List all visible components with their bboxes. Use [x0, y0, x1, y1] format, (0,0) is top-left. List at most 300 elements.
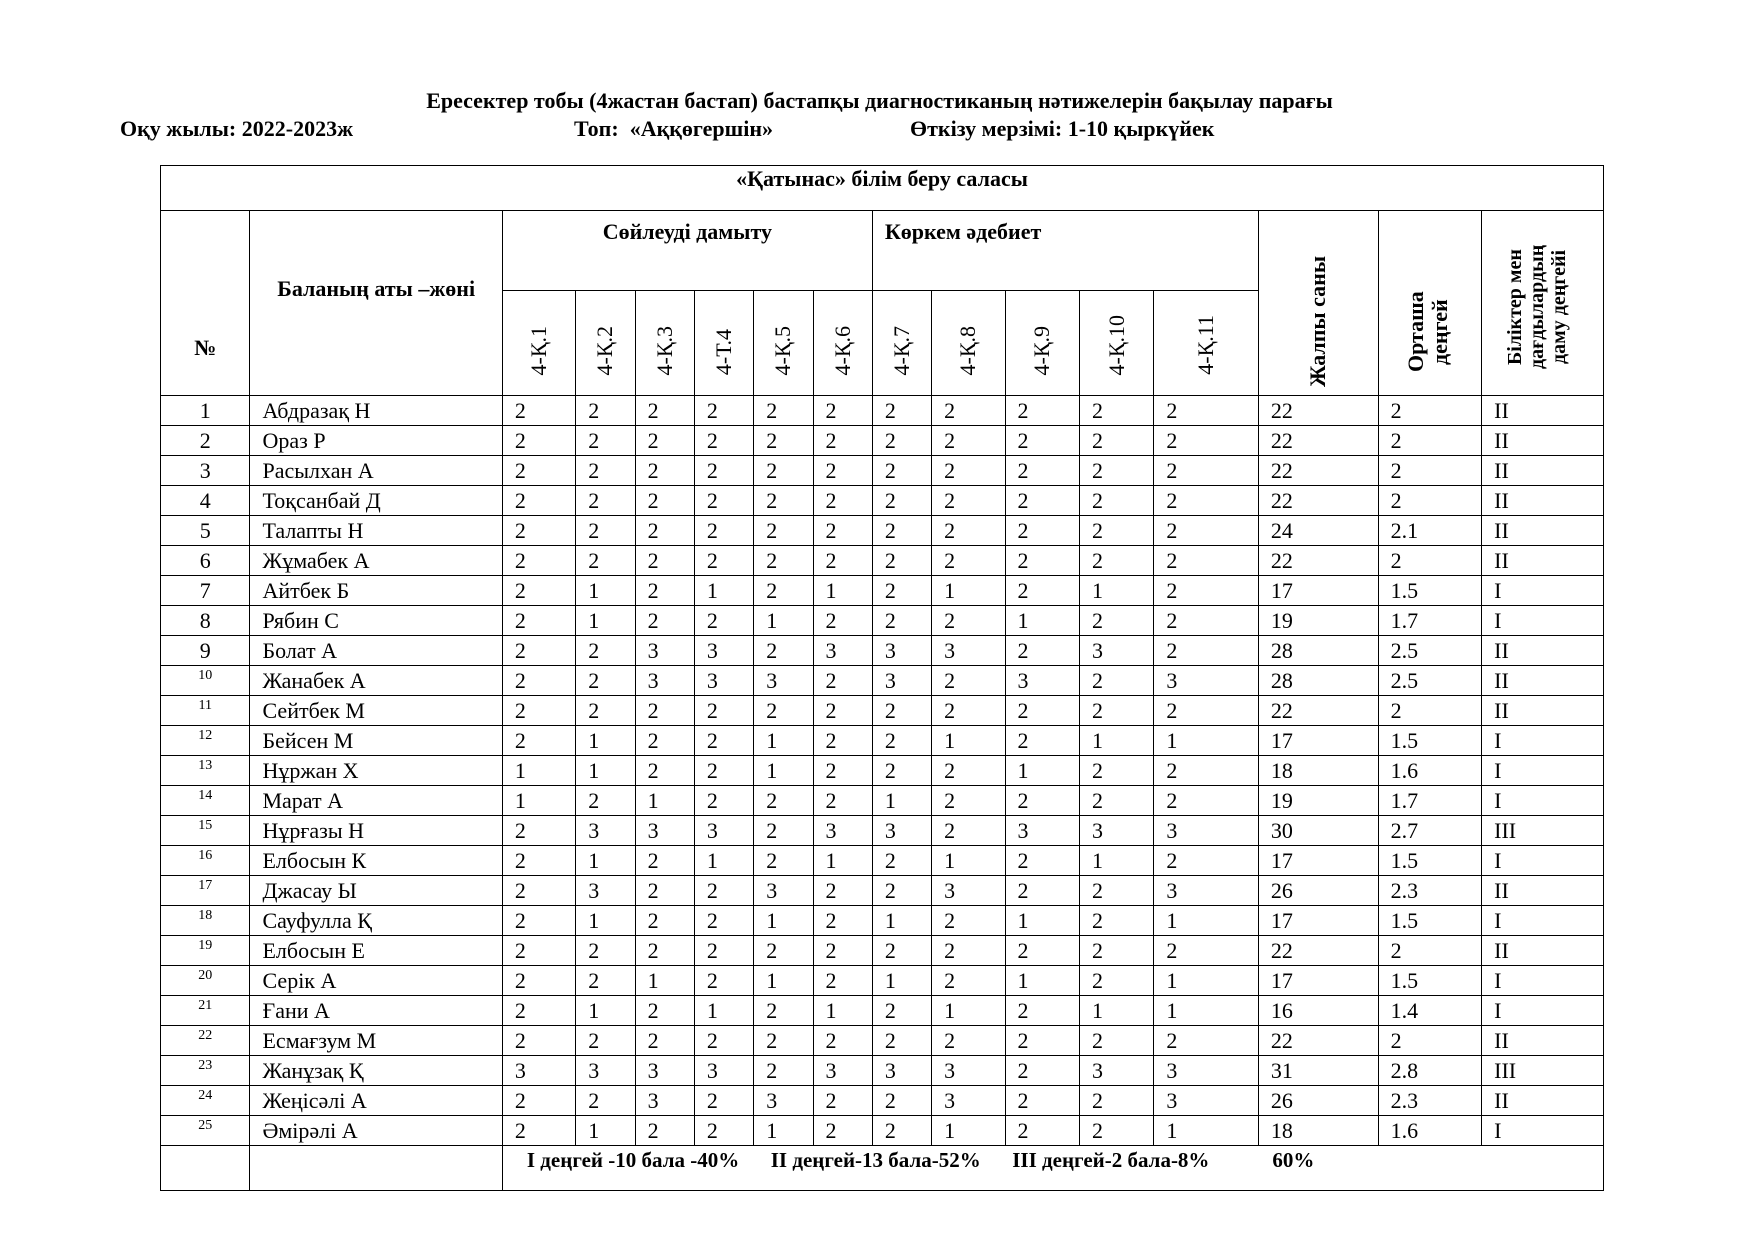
score-cell: 2	[635, 516, 694, 546]
score-cell: 2	[576, 1026, 635, 1056]
score-cell: 3	[694, 816, 753, 846]
score-cell: 2	[754, 1026, 813, 1056]
score-cell: 2	[872, 1116, 931, 1146]
score-cell: 2	[502, 1116, 575, 1146]
score-cell: 2	[1154, 786, 1259, 816]
score-cell: 3	[932, 636, 1005, 666]
table-row	[161, 576, 1604, 606]
score-cell: 1	[576, 996, 635, 1026]
table-row	[161, 606, 1604, 636]
total-cell: 18	[1258, 1116, 1378, 1146]
score-cell: 2	[1005, 1116, 1079, 1146]
score-cell: 2	[932, 786, 1005, 816]
score-cell: 1	[813, 846, 872, 876]
child-name: Болат А	[250, 636, 502, 666]
score-cell: 2	[813, 606, 872, 636]
score-cell: 2	[1079, 486, 1153, 516]
score-cell: 2	[1079, 906, 1153, 936]
score-cell: 2	[635, 396, 694, 426]
score-cell: 3	[576, 876, 635, 906]
table-row	[161, 696, 1604, 726]
score-cell: 2	[576, 426, 635, 456]
row-number: 16	[161, 846, 250, 876]
score-cell: 2	[872, 1086, 931, 1116]
score-cell: 2	[1005, 426, 1079, 456]
total-cell: 24	[1258, 516, 1378, 546]
score-cell: 2	[813, 906, 872, 936]
score-cell: 2	[502, 1026, 575, 1056]
level-cell: II	[1482, 936, 1604, 966]
level-cell: I	[1482, 726, 1604, 756]
score-cell: 3	[813, 636, 872, 666]
score-cell: 1	[1154, 726, 1259, 756]
level-cell: II	[1482, 636, 1604, 666]
table-row	[161, 846, 1604, 876]
score-cell: 3	[932, 876, 1005, 906]
score-cell: 2	[635, 576, 694, 606]
table-row	[161, 636, 1604, 666]
education-area-header: «Қатынас» білім беру саласы	[161, 166, 1604, 211]
child-name: Сауфулла Қ	[250, 906, 502, 936]
score-cell: 1	[1154, 966, 1259, 996]
average-cell: 2.7	[1378, 816, 1482, 846]
score-cell: 1	[1154, 906, 1259, 936]
score-cell: 2	[932, 816, 1005, 846]
score-cell: 3	[635, 1056, 694, 1086]
score-cell: 3	[694, 1056, 753, 1086]
score-cell: 1	[872, 966, 931, 996]
score-cell: 2	[813, 486, 872, 516]
score-cell: 2	[502, 906, 575, 936]
score-cell: 2	[635, 486, 694, 516]
row-number: 9	[161, 636, 250, 666]
table-row	[161, 786, 1604, 816]
score-cell: 2	[813, 1026, 872, 1056]
score-cell: 2	[1154, 756, 1259, 786]
score-cell: 1	[754, 756, 813, 786]
score-cell: 2	[1005, 786, 1079, 816]
score-cell: 2	[1154, 1026, 1259, 1056]
score-cell: 2	[1005, 636, 1079, 666]
score-cell: 2	[502, 996, 575, 1026]
score-cell: 1	[932, 576, 1005, 606]
score-cell: 1	[1079, 846, 1153, 876]
score-cell: 2	[1154, 636, 1259, 666]
score-cell: 3	[1079, 636, 1153, 666]
score-cell: 2	[576, 696, 635, 726]
level-cell: I	[1482, 576, 1604, 606]
skill-code-header: 4-Қ.2	[576, 291, 635, 396]
score-cell: 2	[1079, 966, 1153, 996]
score-cell: 2	[1005, 576, 1079, 606]
score-cell: 2	[754, 936, 813, 966]
table-row	[161, 876, 1604, 906]
skill-code-header: 4-Қ.3	[635, 291, 694, 396]
skill-code-header: 4-Т.4	[694, 291, 753, 396]
score-cell: 2	[635, 696, 694, 726]
score-cell: 2	[872, 606, 931, 636]
score-cell: 2	[694, 876, 753, 906]
row-number: 14	[161, 786, 250, 816]
score-cell: 3	[1154, 816, 1259, 846]
average-cell: 2	[1378, 546, 1482, 576]
score-cell: 1	[576, 906, 635, 936]
score-cell: 2	[502, 876, 575, 906]
score-cell: 2	[813, 786, 872, 816]
score-cell: 2	[1079, 756, 1153, 786]
score-cell: 2	[502, 966, 575, 996]
total-cell: 17	[1258, 846, 1378, 876]
row-number: 2	[161, 426, 250, 456]
average-cell: 2.8	[1378, 1056, 1482, 1086]
total-cell: 22	[1258, 426, 1378, 456]
child-name: Серік А	[250, 966, 502, 996]
score-cell: 2	[502, 486, 575, 516]
skill-level-column-header: Біліктер мен дағдылардың даму деңгейі	[1482, 211, 1604, 396]
score-cell: 2	[754, 696, 813, 726]
number-column-header: №	[161, 211, 250, 396]
score-cell: 2	[1079, 696, 1153, 726]
skill-code-header: 4-Қ.7	[872, 291, 931, 396]
score-cell: 2	[1005, 936, 1079, 966]
score-cell: 2	[635, 876, 694, 906]
score-cell: 2	[932, 966, 1005, 996]
row-number: 5	[161, 516, 250, 546]
table-row	[161, 756, 1604, 786]
score-cell: 2	[694, 546, 753, 576]
score-cell: 2	[1079, 516, 1153, 546]
score-cell: 2	[1005, 726, 1079, 756]
score-cell: 2	[872, 696, 931, 726]
score-cell: 1	[694, 846, 753, 876]
score-cell: 2	[694, 606, 753, 636]
child-name: Нұржан Х	[250, 756, 502, 786]
child-name: Абдразақ Н	[250, 396, 502, 426]
level-cell: II	[1482, 396, 1604, 426]
score-cell: 3	[1154, 1086, 1259, 1116]
table-row	[161, 1116, 1604, 1146]
score-cell: 2	[1079, 1026, 1153, 1056]
score-cell: 3	[1005, 816, 1079, 846]
score-cell: 2	[502, 576, 575, 606]
score-cell: 2	[872, 486, 931, 516]
level-cell: III	[1482, 1056, 1604, 1086]
score-cell: 2	[1154, 846, 1259, 876]
score-cell: 2	[635, 756, 694, 786]
score-cell: 2	[1154, 546, 1259, 576]
score-cell: 1	[576, 606, 635, 636]
score-cell: 2	[813, 396, 872, 426]
score-cell: 1	[576, 726, 635, 756]
score-cell: 2	[1079, 456, 1153, 486]
level-cell: II	[1482, 876, 1604, 906]
average-cell: 2.3	[1378, 876, 1482, 906]
total-cell: 31	[1258, 1056, 1378, 1086]
score-cell: 2	[813, 546, 872, 576]
score-cell: 2	[813, 966, 872, 996]
score-cell: 2	[1079, 786, 1153, 816]
score-cell: 2	[813, 426, 872, 456]
score-cell: 2	[813, 666, 872, 696]
score-cell: 2	[932, 606, 1005, 636]
child-name: Сейтбек М	[250, 696, 502, 726]
child-name: Елбосын К	[250, 846, 502, 876]
score-cell: 2	[754, 846, 813, 876]
score-cell: 1	[1079, 576, 1153, 606]
score-cell: 2	[754, 786, 813, 816]
score-cell: 3	[1079, 1056, 1153, 1086]
table-row	[161, 936, 1604, 966]
table-row	[161, 426, 1604, 456]
table-row	[161, 546, 1604, 576]
score-cell: 2	[932, 486, 1005, 516]
total-cell: 22	[1258, 696, 1378, 726]
score-cell: 1	[1005, 756, 1079, 786]
average-cell: 2.5	[1378, 666, 1482, 696]
score-cell: 2	[576, 396, 635, 426]
child-name: Ғани А	[250, 996, 502, 1026]
score-cell: 2	[576, 666, 635, 696]
score-cell: 2	[694, 936, 753, 966]
score-cell: 2	[754, 1056, 813, 1086]
score-cell: 2	[872, 936, 931, 966]
fiction-header: Көркем әдебиет	[872, 211, 1258, 291]
level-cell: II	[1482, 456, 1604, 486]
child-name: Ораз Р	[250, 426, 502, 456]
score-cell: 2	[694, 1026, 753, 1056]
score-cell: 2	[754, 396, 813, 426]
score-cell: 3	[635, 816, 694, 846]
child-name: Нұрғазы Н	[250, 816, 502, 846]
level-cell: I	[1482, 1116, 1604, 1146]
score-cell: 2	[694, 906, 753, 936]
score-cell: 3	[1154, 876, 1259, 906]
score-cell: 2	[1005, 996, 1079, 1026]
score-cell: 3	[576, 816, 635, 846]
score-cell: 3	[1154, 666, 1259, 696]
row-number: 24	[161, 1086, 250, 1116]
table-row	[161, 456, 1604, 486]
child-name: Елбосын Е	[250, 936, 502, 966]
score-cell: 1	[635, 786, 694, 816]
score-cell: 2	[813, 876, 872, 906]
skill-code-header: 4-Қ.11	[1154, 291, 1259, 396]
level-cell: I	[1482, 966, 1604, 996]
child-name: Расылхан А	[250, 456, 502, 486]
average-level-column-header: Орташа деңгей	[1378, 211, 1482, 396]
child-name: Жанабек А	[250, 666, 502, 696]
score-cell: 1	[576, 1116, 635, 1146]
score-cell: 1	[932, 996, 1005, 1026]
score-cell: 3	[754, 1086, 813, 1116]
row-number: 25	[161, 1116, 250, 1146]
score-cell: 2	[576, 1086, 635, 1116]
child-name: Әмірәлі А	[250, 1116, 502, 1146]
score-cell: 2	[694, 456, 753, 486]
score-cell: 2	[872, 516, 931, 546]
total-cell: 17	[1258, 966, 1378, 996]
score-cell: 1	[576, 576, 635, 606]
score-cell: 2	[1154, 936, 1259, 966]
table-row	[161, 906, 1604, 936]
level-cell: II	[1482, 666, 1604, 696]
score-cell: 2	[754, 486, 813, 516]
score-cell: 2	[872, 756, 931, 786]
score-cell: 2	[872, 846, 931, 876]
score-cell: 2	[576, 636, 635, 666]
skill-code-header: 4-Қ.5	[754, 291, 813, 396]
score-cell: 2	[872, 996, 931, 1026]
level-cell: II	[1482, 486, 1604, 516]
score-cell: 2	[1079, 936, 1153, 966]
group-name: Топ: «Аққөгершін»	[574, 116, 773, 141]
total-column-header: Жалпы саны	[1258, 211, 1378, 396]
average-cell: 2	[1378, 486, 1482, 516]
average-cell: 1.4	[1378, 996, 1482, 1026]
table-row	[161, 1086, 1604, 1116]
score-cell: 1	[1154, 996, 1259, 1026]
score-cell: 2	[754, 576, 813, 606]
score-cell: 2	[754, 546, 813, 576]
score-cell: 3	[813, 816, 872, 846]
score-cell: 1	[872, 906, 931, 936]
score-cell: 3	[502, 1056, 575, 1086]
score-cell: 2	[1005, 456, 1079, 486]
score-cell: 3	[932, 1056, 1005, 1086]
level-cell: I	[1482, 846, 1604, 876]
score-cell: 3	[754, 666, 813, 696]
score-cell: 2	[694, 756, 753, 786]
total-cell: 17	[1258, 906, 1378, 936]
row-number: 18	[161, 906, 250, 936]
level-cell: I	[1482, 756, 1604, 786]
child-name: Есмағзум М	[250, 1026, 502, 1056]
level-summary: І деңгей -10 бала -40% ІІ деңгей-13 бала-52% ІІІ деңгей-2 бала-8% 60%	[502, 1146, 1603, 1191]
level-cell: I	[1482, 906, 1604, 936]
score-cell: 2	[1005, 696, 1079, 726]
total-cell: 28	[1258, 666, 1378, 696]
score-cell: 2	[635, 846, 694, 876]
score-cell: 2	[754, 636, 813, 666]
score-cell: 2	[1079, 1116, 1153, 1146]
row-number: 6	[161, 546, 250, 576]
score-cell: 2	[502, 936, 575, 966]
score-cell: 2	[1154, 396, 1259, 426]
score-cell: 2	[1079, 396, 1153, 426]
score-cell: 2	[635, 906, 694, 936]
child-name: Рябин С	[250, 606, 502, 636]
score-cell: 2	[1079, 1086, 1153, 1116]
table-row	[161, 1026, 1604, 1056]
score-cell: 1	[1005, 966, 1079, 996]
total-cell: 19	[1258, 786, 1378, 816]
score-cell: 2	[635, 606, 694, 636]
skill-code-header: 4-Қ.6	[813, 291, 872, 396]
score-cell: 1	[1079, 726, 1153, 756]
row-number: 7	[161, 576, 250, 606]
average-cell: 1.6	[1378, 756, 1482, 786]
row-number: 1	[161, 396, 250, 426]
score-cell: 1	[694, 996, 753, 1026]
score-cell: 2	[502, 816, 575, 846]
score-cell: 2	[635, 546, 694, 576]
score-cell: 1	[694, 576, 753, 606]
score-cell: 2	[502, 546, 575, 576]
score-cell: 2	[1154, 576, 1259, 606]
score-cell: 1	[1079, 996, 1153, 1026]
total-cell: 22	[1258, 936, 1378, 966]
score-cell: 2	[813, 1086, 872, 1116]
score-cell: 2	[813, 936, 872, 966]
table-row	[161, 966, 1604, 996]
table-row	[161, 1056, 1604, 1086]
score-cell: 2	[1079, 546, 1153, 576]
score-cell: 2	[502, 636, 575, 666]
score-cell: 2	[576, 546, 635, 576]
row-number: 4	[161, 486, 250, 516]
row-number: 17	[161, 876, 250, 906]
score-cell: 2	[813, 456, 872, 486]
row-number: 10	[161, 666, 250, 696]
skill-code-header: 4-Қ.8	[932, 291, 1005, 396]
row-number: 21	[161, 996, 250, 1026]
score-cell: 3	[754, 876, 813, 906]
total-cell: 19	[1258, 606, 1378, 636]
score-cell: 2	[502, 1086, 575, 1116]
score-cell: 2	[813, 1116, 872, 1146]
score-cell: 2	[502, 516, 575, 546]
level-cell: II	[1482, 426, 1604, 456]
score-cell: 2	[754, 516, 813, 546]
average-cell: 1.7	[1378, 606, 1482, 636]
score-cell: 2	[872, 1026, 931, 1056]
score-cell: 2	[754, 426, 813, 456]
average-cell: 1.5	[1378, 906, 1482, 936]
row-number: 13	[161, 756, 250, 786]
child-name: Бейсен М	[250, 726, 502, 756]
score-cell: 3	[1005, 666, 1079, 696]
level-cell: II	[1482, 1026, 1604, 1056]
score-cell: 2	[1005, 1086, 1079, 1116]
score-cell: 3	[872, 816, 931, 846]
score-cell: 2	[1154, 486, 1259, 516]
score-cell: 2	[1079, 606, 1153, 636]
score-cell: 2	[1005, 516, 1079, 546]
score-cell: 2	[635, 1116, 694, 1146]
score-cell: 2	[932, 906, 1005, 936]
score-cell: 2	[1005, 546, 1079, 576]
score-cell: 2	[502, 456, 575, 486]
score-cell: 3	[1079, 816, 1153, 846]
score-cell: 2	[932, 396, 1005, 426]
score-cell: 1	[754, 906, 813, 936]
score-cell: 1	[932, 726, 1005, 756]
child-name: Талапты Н	[250, 516, 502, 546]
score-cell: 2	[1154, 516, 1259, 546]
average-cell: 2.1	[1378, 516, 1482, 546]
score-cell: 2	[932, 546, 1005, 576]
score-cell: 2	[694, 426, 753, 456]
average-cell: 1.5	[1378, 966, 1482, 996]
total-cell: 22	[1258, 1026, 1378, 1056]
average-cell: 2.5	[1378, 636, 1482, 666]
level-cell: II	[1482, 1086, 1604, 1116]
score-cell: 2	[694, 966, 753, 996]
level-cell: II	[1482, 546, 1604, 576]
child-name: Марат А	[250, 786, 502, 816]
summary-empty-cell	[161, 1146, 250, 1191]
row-number: 12	[161, 726, 250, 756]
